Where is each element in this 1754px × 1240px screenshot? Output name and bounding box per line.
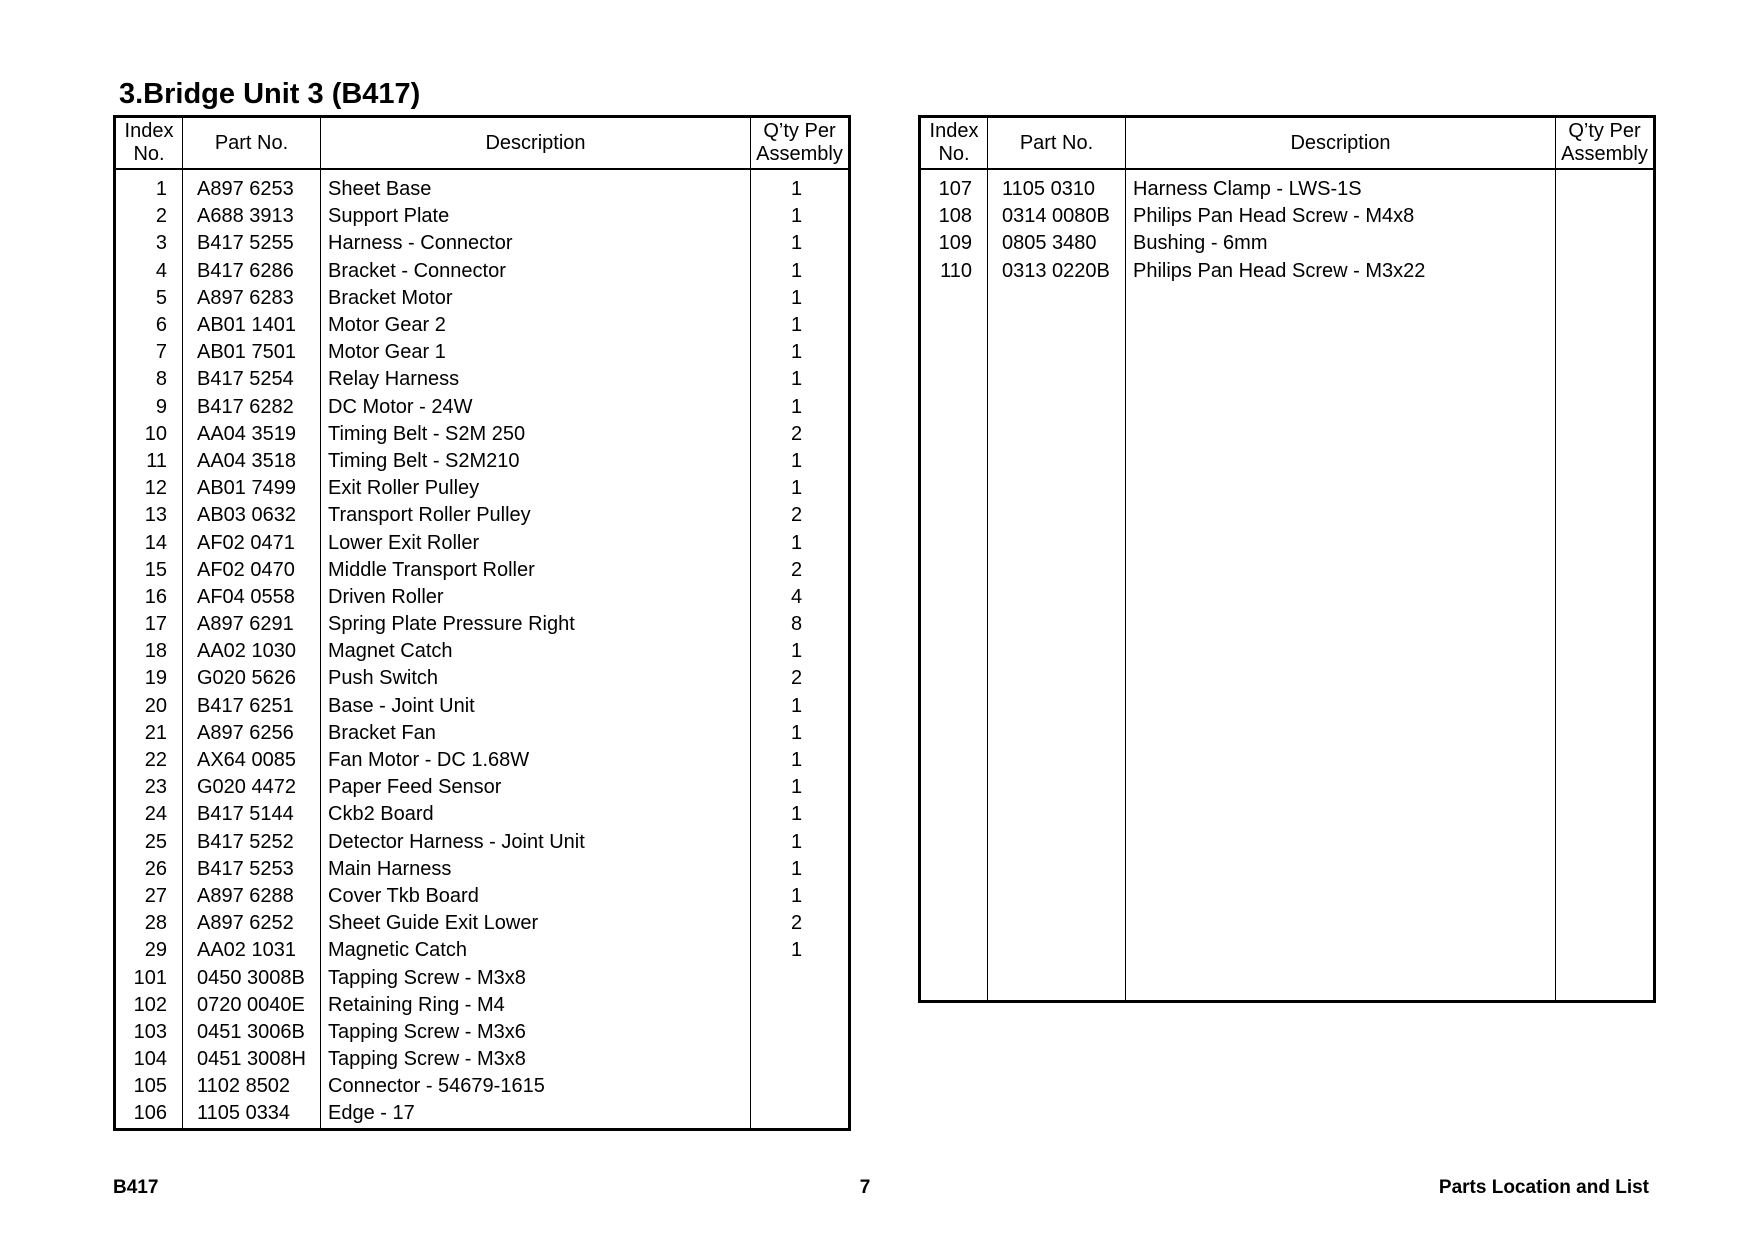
description-cell: Bushing - 6mm (1126, 230, 1556, 257)
part-no-cell: 1102 8502 (183, 1073, 321, 1100)
description-cell: Timing Belt - S2M 250 (321, 421, 751, 448)
empty-cell (751, 1128, 850, 1130)
index-cell: 19 (115, 665, 183, 692)
index-cell: 24 (115, 801, 183, 828)
part-no-cell: B417 5144 (183, 801, 321, 828)
index-header (920, 117, 988, 170)
description-cell: Motor Gear 2 (321, 312, 751, 339)
description-cell: Base - Joint Unit (321, 693, 751, 720)
description-cell: Tapping Screw - M3x6 (321, 1019, 751, 1046)
parts-table-left-body (115, 169, 850, 1129)
table-row (115, 801, 850, 828)
table-row (920, 230, 1655, 257)
empty-cell (1556, 285, 1655, 1002)
table-row (920, 169, 1655, 203)
index-cell: 1 (115, 169, 183, 203)
part-no-cell: 1105 0310 (988, 169, 1126, 203)
table-row (115, 366, 850, 393)
part-no-cell: AA02 1031 (183, 937, 321, 964)
index-cell: 22 (115, 747, 183, 774)
part-no-cell: G020 4472 (183, 774, 321, 801)
part-no-cell: 0451 3006B (183, 1019, 321, 1046)
table-row (115, 1073, 850, 1100)
qty-cell (1556, 169, 1655, 203)
part-no-cell: A897 6288 (183, 883, 321, 910)
index-header-line1: Index (929, 120, 979, 142)
description-cell: Bracket - Connector (321, 258, 751, 285)
qty-cell: 1 (751, 856, 850, 883)
empty-cell (920, 285, 988, 1002)
page-title: 3.Bridge Unit 3 (B417) (119, 78, 421, 110)
index-header-line1: Index (124, 120, 174, 142)
part-no-cell: AF02 0470 (183, 557, 321, 584)
description-cell: Main Harness (321, 856, 751, 883)
index-cell: 105 (115, 1073, 183, 1100)
parts-table-right-body (920, 169, 1655, 1002)
qty-cell: 1 (751, 638, 850, 665)
table-row (115, 829, 850, 856)
index-cell: 5 (115, 285, 183, 312)
footer-page-number: 7 (859, 1177, 871, 1198)
empty-cell (321, 1128, 751, 1130)
index-header (115, 117, 183, 170)
description-cell: Philips Pan Head Screw - M4x8 (1126, 203, 1556, 230)
table-row (115, 230, 850, 257)
description-cell: Relay Harness (321, 366, 751, 393)
qty-cell: 2 (751, 421, 850, 448)
part-no-cell: B417 5253 (183, 856, 321, 883)
qty-cell: 1 (751, 203, 850, 230)
table-filler-row (115, 1128, 850, 1130)
qty-cell: 1 (751, 339, 850, 366)
qty-cell: 1 (751, 448, 850, 475)
part-no-cell: AB01 7499 (183, 475, 321, 502)
description-cell: Cover Tkb Board (321, 883, 751, 910)
part-no-cell: 0450 3008B (183, 964, 321, 991)
index-cell: 17 (115, 611, 183, 638)
parts-table-right (918, 115, 1656, 1003)
qty-header-line2: Assembly (1561, 143, 1648, 165)
index-cell: 108 (920, 203, 988, 230)
table-row (115, 720, 850, 747)
qty-cell (751, 1046, 850, 1073)
description-cell: Philips Pan Head Screw - M3x22 (1126, 258, 1556, 285)
description-cell: Bracket Motor (321, 285, 751, 312)
table-row (115, 611, 850, 638)
index-cell: 3 (115, 230, 183, 257)
description-cell: Harness - Connector (321, 230, 751, 257)
part-no-cell: A897 6291 (183, 611, 321, 638)
empty-cell (115, 1128, 183, 1130)
part-no-cell: A897 6283 (183, 285, 321, 312)
qty-cell (1556, 258, 1655, 285)
description-header: Description (321, 117, 751, 170)
qty-header-line1: Q’ty Per (1568, 120, 1641, 142)
part-no-cell: B417 6282 (183, 394, 321, 421)
description-cell: Paper Feed Sensor (321, 774, 751, 801)
qty-header (1556, 117, 1655, 170)
index-cell: 109 (920, 230, 988, 257)
qty-cell: 1 (751, 801, 850, 828)
part-no-cell: AA04 3519 (183, 421, 321, 448)
part-no-cell: AA04 3518 (183, 448, 321, 475)
qty-cell: 1 (751, 529, 850, 556)
table-row (115, 937, 850, 964)
table-row (115, 557, 850, 584)
description-cell: Lower Exit Roller (321, 529, 751, 556)
qty-header-line2: Assembly (756, 143, 843, 165)
index-cell: 9 (115, 394, 183, 421)
table-row (115, 169, 850, 203)
part-no-cell: B417 5252 (183, 829, 321, 856)
part-no-cell: AF02 0471 (183, 529, 321, 556)
description-cell: Edge - 17 (321, 1100, 751, 1127)
description-cell: DC Motor - 24W (321, 394, 751, 421)
part-no-cell: A897 6256 (183, 720, 321, 747)
qty-cell (751, 992, 850, 1019)
part-no-cell: B417 6251 (183, 693, 321, 720)
description-cell: Bracket Fan (321, 720, 751, 747)
description-cell: Motor Gear 1 (321, 339, 751, 366)
part-no-cell: 0451 3008H (183, 1046, 321, 1073)
index-header-line2: No. (938, 143, 970, 165)
table-row (115, 502, 850, 529)
part-no-header: Part No. (988, 117, 1126, 170)
description-cell: Exit Roller Pulley (321, 475, 751, 502)
table-row (115, 1019, 850, 1046)
qty-cell: 2 (751, 665, 850, 692)
qty-header (751, 117, 850, 170)
qty-cell (751, 1100, 850, 1127)
table-row (115, 856, 850, 883)
part-no-cell: AB03 0632 (183, 502, 321, 529)
index-cell: 21 (115, 720, 183, 747)
index-cell: 104 (115, 1046, 183, 1073)
description-cell: Detector Harness - Joint Unit (321, 829, 751, 856)
table-row (115, 638, 850, 665)
description-cell: Magnet Catch (321, 638, 751, 665)
table-row (115, 1100, 850, 1127)
description-cell: Tapping Screw - M3x8 (321, 1046, 751, 1073)
part-no-cell: AB01 7501 (183, 339, 321, 366)
table-row (115, 774, 850, 801)
index-cell: 18 (115, 638, 183, 665)
index-cell: 27 (115, 883, 183, 910)
qty-cell: 1 (751, 394, 850, 421)
qty-cell: 1 (751, 169, 850, 203)
index-cell: 101 (115, 964, 183, 991)
qty-cell: 1 (751, 774, 850, 801)
index-cell: 13 (115, 502, 183, 529)
index-cell: 16 (115, 584, 183, 611)
part-no-cell: AA02 1030 (183, 638, 321, 665)
description-cell: Spring Plate Pressure Right (321, 611, 751, 638)
table-row (115, 992, 850, 1019)
description-cell: Transport Roller Pulley (321, 502, 751, 529)
index-cell: 8 (115, 366, 183, 393)
part-no-cell: AX64 0085 (183, 747, 321, 774)
qty-cell: 2 (751, 502, 850, 529)
index-cell: 110 (920, 258, 988, 285)
table-row (115, 584, 850, 611)
description-cell: Magnetic Catch (321, 937, 751, 964)
index-cell: 15 (115, 557, 183, 584)
part-no-cell: 0720 0040E (183, 992, 321, 1019)
description-cell: Fan Motor - DC 1.68W (321, 747, 751, 774)
part-no-cell: 0314 0080B (988, 203, 1126, 230)
qty-cell (751, 1019, 850, 1046)
description-cell: Push Switch (321, 665, 751, 692)
table-header-row (115, 117, 850, 170)
index-cell: 25 (115, 829, 183, 856)
table-row (115, 910, 850, 937)
index-cell: 102 (115, 992, 183, 1019)
footer-model: B417 (113, 1177, 159, 1198)
description-cell: Ckb2 Board (321, 801, 751, 828)
table-row (115, 1046, 850, 1073)
table-row (115, 394, 850, 421)
table-row (115, 883, 850, 910)
description-cell: Connector - 54679-1615 (321, 1073, 751, 1100)
table-row (115, 964, 850, 991)
description-cell: Sheet Guide Exit Lower (321, 910, 751, 937)
part-no-cell: A688 3913 (183, 203, 321, 230)
qty-cell: 8 (751, 611, 850, 638)
table-row (115, 312, 850, 339)
index-cell: 7 (115, 339, 183, 366)
qty-header-line1: Q’ty Per (763, 120, 836, 142)
index-cell: 10 (115, 421, 183, 448)
index-cell: 106 (115, 1100, 183, 1127)
index-cell: 14 (115, 529, 183, 556)
index-cell: 29 (115, 937, 183, 964)
part-no-cell: B417 5255 (183, 230, 321, 257)
index-cell: 23 (115, 774, 183, 801)
qty-cell (751, 1073, 850, 1100)
table-row (115, 421, 850, 448)
part-no-cell: G020 5626 (183, 665, 321, 692)
qty-cell (1556, 203, 1655, 230)
qty-cell: 1 (751, 312, 850, 339)
qty-cell: 1 (751, 720, 850, 747)
description-cell: Retaining Ring - M4 (321, 992, 751, 1019)
qty-cell: 1 (751, 366, 850, 393)
table-row (115, 203, 850, 230)
index-cell: 12 (115, 475, 183, 502)
table-row (115, 693, 850, 720)
index-cell: 11 (115, 448, 183, 475)
table-row (115, 285, 850, 312)
table-header-row (920, 117, 1655, 170)
qty-cell: 1 (751, 829, 850, 856)
index-cell: 20 (115, 693, 183, 720)
description-cell: Middle Transport Roller (321, 557, 751, 584)
table-row (115, 339, 850, 366)
table-row (115, 747, 850, 774)
qty-cell: 1 (751, 475, 850, 502)
part-no-cell: 0805 3480 (988, 230, 1126, 257)
qty-cell: 1 (751, 258, 850, 285)
qty-cell: 1 (751, 883, 850, 910)
part-no-cell: AF04 0558 (183, 584, 321, 611)
part-no-header: Part No. (183, 117, 321, 170)
description-cell: Sheet Base (321, 169, 751, 203)
empty-cell (183, 1128, 321, 1130)
table-row (920, 258, 1655, 285)
qty-cell: 2 (751, 910, 850, 937)
part-no-cell: B417 6286 (183, 258, 321, 285)
description-cell: Driven Roller (321, 584, 751, 611)
description-cell: Support Plate (321, 203, 751, 230)
table-row (115, 529, 850, 556)
qty-cell: 1 (751, 285, 850, 312)
part-no-cell: A897 6253 (183, 169, 321, 203)
description-cell: Tapping Screw - M3x8 (321, 964, 751, 991)
description-header: Description (1126, 117, 1556, 170)
table-row (115, 665, 850, 692)
parts-table-left (113, 115, 851, 1131)
part-no-cell: A897 6252 (183, 910, 321, 937)
part-no-cell: 1105 0334 (183, 1100, 321, 1127)
description-cell: Harness Clamp - LWS-1S (1126, 169, 1556, 203)
qty-cell (751, 964, 850, 991)
table-filler-row (920, 285, 1655, 1002)
qty-cell: 4 (751, 584, 850, 611)
index-cell: 103 (115, 1019, 183, 1046)
index-cell: 107 (920, 169, 988, 203)
part-no-cell: 0313 0220B (988, 258, 1126, 285)
description-cell: Timing Belt - S2M210 (321, 448, 751, 475)
table-row (115, 448, 850, 475)
footer-section-title: Parts Location and List (1438, 1177, 1649, 1198)
table-row (115, 475, 850, 502)
qty-cell (1556, 230, 1655, 257)
qty-cell: 1 (751, 693, 850, 720)
qty-cell: 1 (751, 230, 850, 257)
qty-cell: 1 (751, 747, 850, 774)
empty-cell (988, 285, 1126, 1002)
part-no-cell: B417 5254 (183, 366, 321, 393)
qty-cell: 1 (751, 937, 850, 964)
empty-cell (1126, 285, 1556, 1002)
part-no-cell: AB01 1401 (183, 312, 321, 339)
index-cell: 6 (115, 312, 183, 339)
index-header-line2: No. (133, 143, 165, 165)
table-row (115, 258, 850, 285)
table-row (920, 203, 1655, 230)
index-cell: 28 (115, 910, 183, 937)
qty-cell: 2 (751, 557, 850, 584)
index-cell: 26 (115, 856, 183, 883)
index-cell: 2 (115, 203, 183, 230)
index-cell: 4 (115, 258, 183, 285)
